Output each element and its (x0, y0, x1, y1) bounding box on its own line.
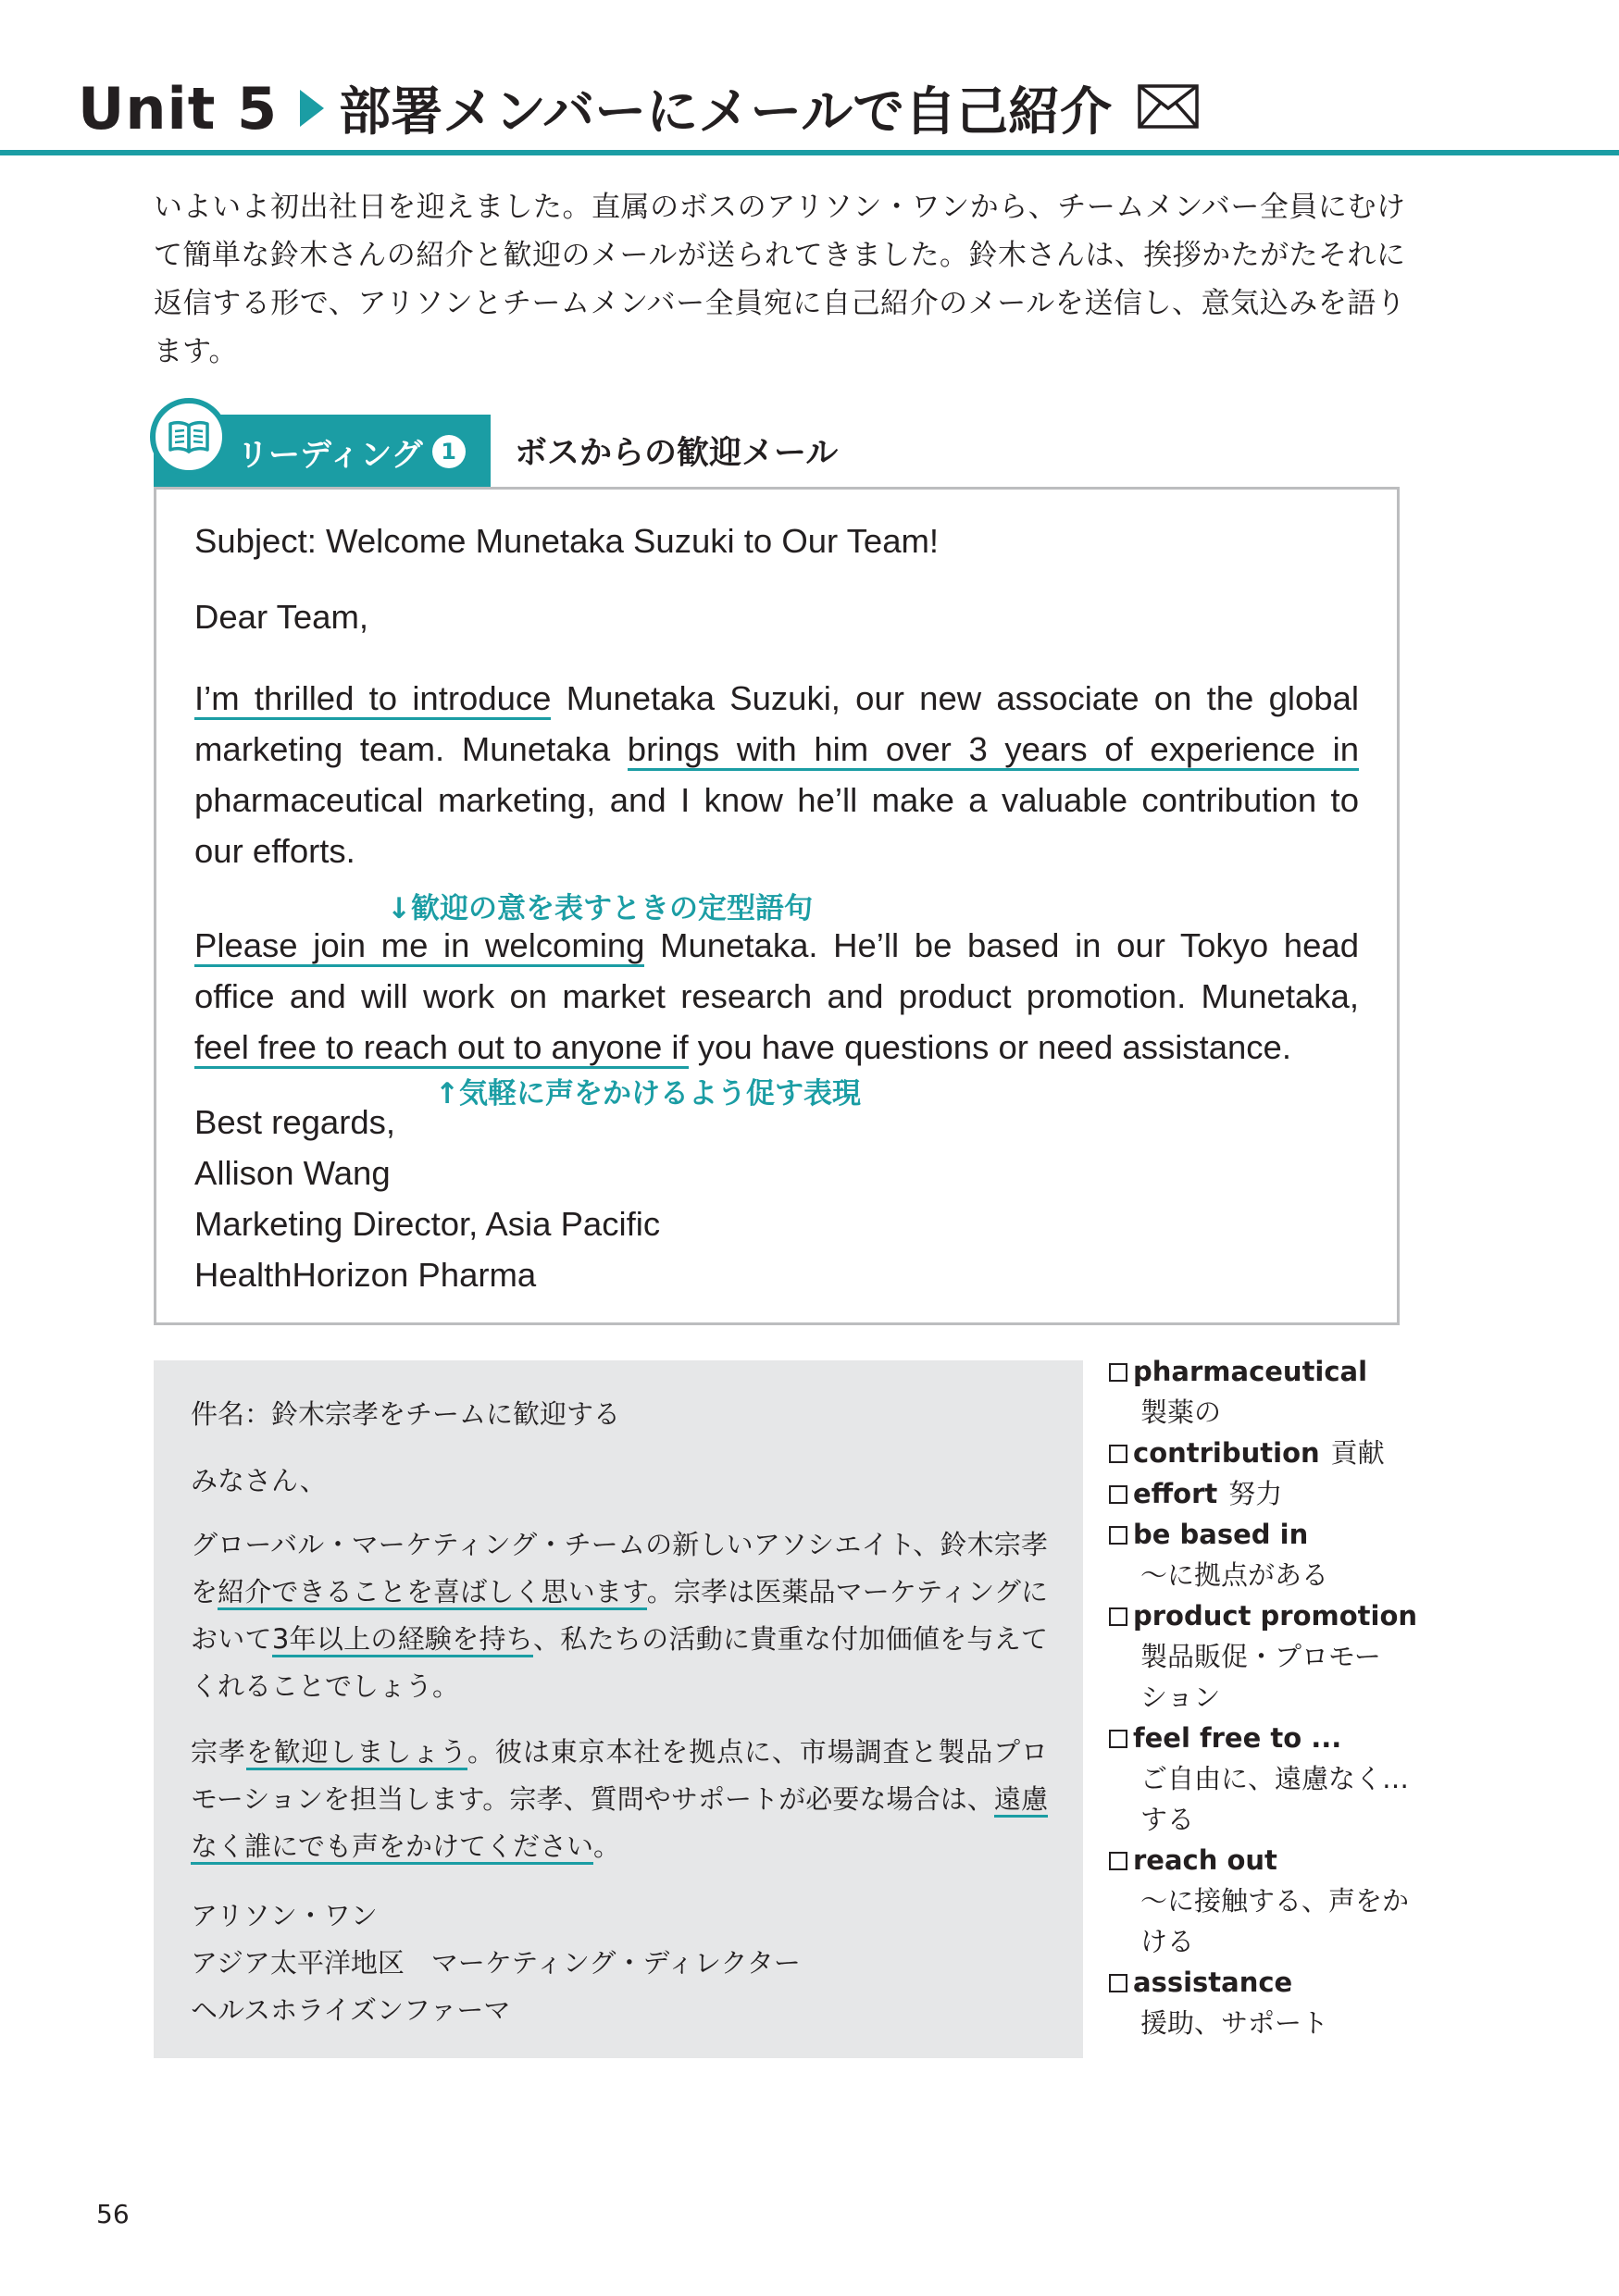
email-p2-text-2: you have questions or need assistance. (688, 1028, 1291, 1066)
email-paragraph-1 (194, 673, 1359, 876)
translation-p1-text-2: 。宗孝は医薬品マーケティングにおいて (191, 1576, 1048, 1655)
key-phrase-feel-free: feel free to reach out to anyone if (194, 1028, 689, 1069)
translation-greeting: みなさん、 (191, 1465, 327, 1496)
reading-tab-label (237, 415, 466, 489)
vocab-term: reach out (1133, 1844, 1277, 1876)
unit-header (78, 57, 1199, 159)
email-paragraph-2 (194, 920, 1359, 1073)
vocab-meaning: ～に拠点がある (1140, 1559, 1329, 1591)
page-number: 56 (96, 2199, 130, 2229)
reading-tab (154, 415, 491, 489)
unit-label: Unit 5 (78, 74, 279, 143)
triangle-arrow-icon (300, 90, 324, 127)
vocab-meaning: ご自由に、遠慮なく… (1140, 1763, 1410, 1794)
vocab-meaning: 援助、サポート (1140, 2007, 1329, 2039)
translation-signature-company: ヘルスホライズンファーマ (191, 1994, 511, 2026)
note-reach-out-phrase: ↑気軽に声をかけるよう促す表現 (435, 1077, 861, 1111)
vocabulary-list (1109, 1351, 1424, 2043)
vocab-item (1109, 1514, 1424, 1595)
translation-p2-text-1: 宗孝 (191, 1736, 246, 1768)
translation-paragraph-1 (191, 1521, 1048, 1710)
vocab-meaning: ～に接触する、声をか (1140, 1885, 1410, 1917)
checkbox-icon (1109, 1974, 1127, 1992)
translation-signature-title: アジア太平洋地区 マーケティング・ディレクター (191, 1947, 801, 1979)
key-phrase-welcoming: Please join me in welcoming (194, 926, 644, 967)
translation-key-welcoming: を歓迎しましょう (246, 1736, 467, 1770)
checkbox-icon (1109, 1485, 1127, 1504)
vocab-item (1109, 1962, 1424, 2043)
translation-key-feel-free: 遠慮なく誰にでも声をかけてください (191, 1783, 1048, 1865)
translation-p2-text-2: 。彼は東京本社を拠点に、市場調査と製品プロモーションを担当します。宗孝、質問やサポートが必要な場合は、 (191, 1736, 1048, 1815)
translation-p1-text-1: グローバル・マーケティング・チームの新しいアソシエイト、鈴木宗孝を (191, 1529, 1048, 1607)
key-phrase-introduce: I’m thrilled to introduce (194, 679, 551, 720)
vocab-item (1109, 1351, 1424, 1433)
checkbox-icon (1109, 1607, 1127, 1626)
email-closing: Best regards, (194, 1103, 396, 1141)
vocab-item (1109, 1718, 1424, 1840)
mail-icon (1138, 84, 1199, 132)
translation-signature-name: アリソン・ワン (191, 1900, 378, 1931)
vocab-term: pharmaceutical (1133, 1356, 1368, 1387)
checkbox-icon (1109, 1526, 1127, 1545)
vocab-meaning: する (1140, 1804, 1195, 1835)
vocab-term: feel free to ... (1133, 1722, 1342, 1754)
unit-title: 部署メンバーにメールで自己紹介 (339, 82, 1113, 143)
email-p1-text-1: Munetaka Suzuki, our new associate on the global marketing team. Munetaka (194, 679, 1360, 768)
email-subject: Subject: Welcome Munetaka Suzuki to Our Team! (194, 522, 940, 560)
reading-subtitle: ボスからの歓迎メール (515, 435, 839, 472)
reading-label-text: リーディング (237, 436, 423, 474)
vocab-meaning: 貢献 (1330, 1437, 1385, 1469)
vocab-meaning: ション (1140, 1682, 1221, 1713)
translation-p1-text-3: 、私たちの活動に貴重な付加価値を与えてくれることでしょう。 (191, 1623, 1048, 1702)
vocab-term: be based in (1133, 1519, 1309, 1550)
checkbox-icon (1109, 1852, 1127, 1870)
vocab-meaning: ける (1140, 1926, 1195, 1957)
email-p2-text-1: Munetaka. He’ll be based in our Tokyo head office and will work on market research and product promotion. Munetaka, (194, 926, 1359, 1015)
vocab-item (1109, 1840, 1424, 1962)
vocab-term: effort (1133, 1478, 1218, 1509)
vocab-item (1109, 1433, 1424, 1473)
email-signature-name: Allison Wang (194, 1154, 391, 1192)
intro-paragraph: いよいよ初出社日を迎えました。直属のボスのアリソン・ワンから、チームメンバー全員にむけて簡単な鈴木さんの紹介と歓迎のメールが送られてきました。鈴木さんは、挨拶かたがたそれに返信する形で、アリソンとチームメンバー全員宛に自己紹介のメールを送信し、意気込みを語ります。 (154, 191, 1405, 368)
checkbox-icon (1109, 1363, 1127, 1382)
book-icon (150, 398, 228, 476)
reading-number-badge: 1 (432, 435, 466, 468)
vocab-term: assistance (1133, 1967, 1293, 1998)
email-greeting: Dear Team, (194, 598, 368, 636)
email-p1-text-2: pharmaceutical marketing, and I know he’ll make a valuable contribution to our efforts. (194, 781, 1359, 870)
checkbox-icon (1109, 1445, 1127, 1463)
vocab-term: product promotion (1133, 1600, 1418, 1632)
vocab-item (1109, 1473, 1424, 1514)
vocab-term: contribution (1133, 1437, 1320, 1469)
vocab-meaning: 製品販促・プロモー (1140, 1641, 1381, 1672)
vocab-meaning: 努力 (1228, 1478, 1283, 1509)
email-signature-company: HealthHorizon Pharma (194, 1256, 537, 1294)
translation-subject: 件名：鈴木宗孝をチームに歓迎する (191, 1398, 621, 1430)
email-signature-title: Marketing Director, Asia Pacific (194, 1205, 661, 1243)
checkbox-icon (1109, 1730, 1127, 1748)
translation-key-experience: 3年以上の経験を持ち (272, 1623, 533, 1657)
translation-paragraph-2 (191, 1729, 1048, 1870)
vocab-item (1109, 1595, 1424, 1718)
translation-key-introduce: 紹介できることを喜ばしく思います (218, 1576, 647, 1610)
header-rule (0, 150, 1619, 155)
key-phrase-experience: brings with him over 3 years of experience in (628, 730, 1359, 771)
note-welcoming-phrase: ↓歓迎の意を表すときの定型語句 (387, 892, 813, 925)
translation-p2-text-3: 。 (593, 1831, 621, 1862)
vocab-meaning: 製薬の (1140, 1396, 1222, 1428)
